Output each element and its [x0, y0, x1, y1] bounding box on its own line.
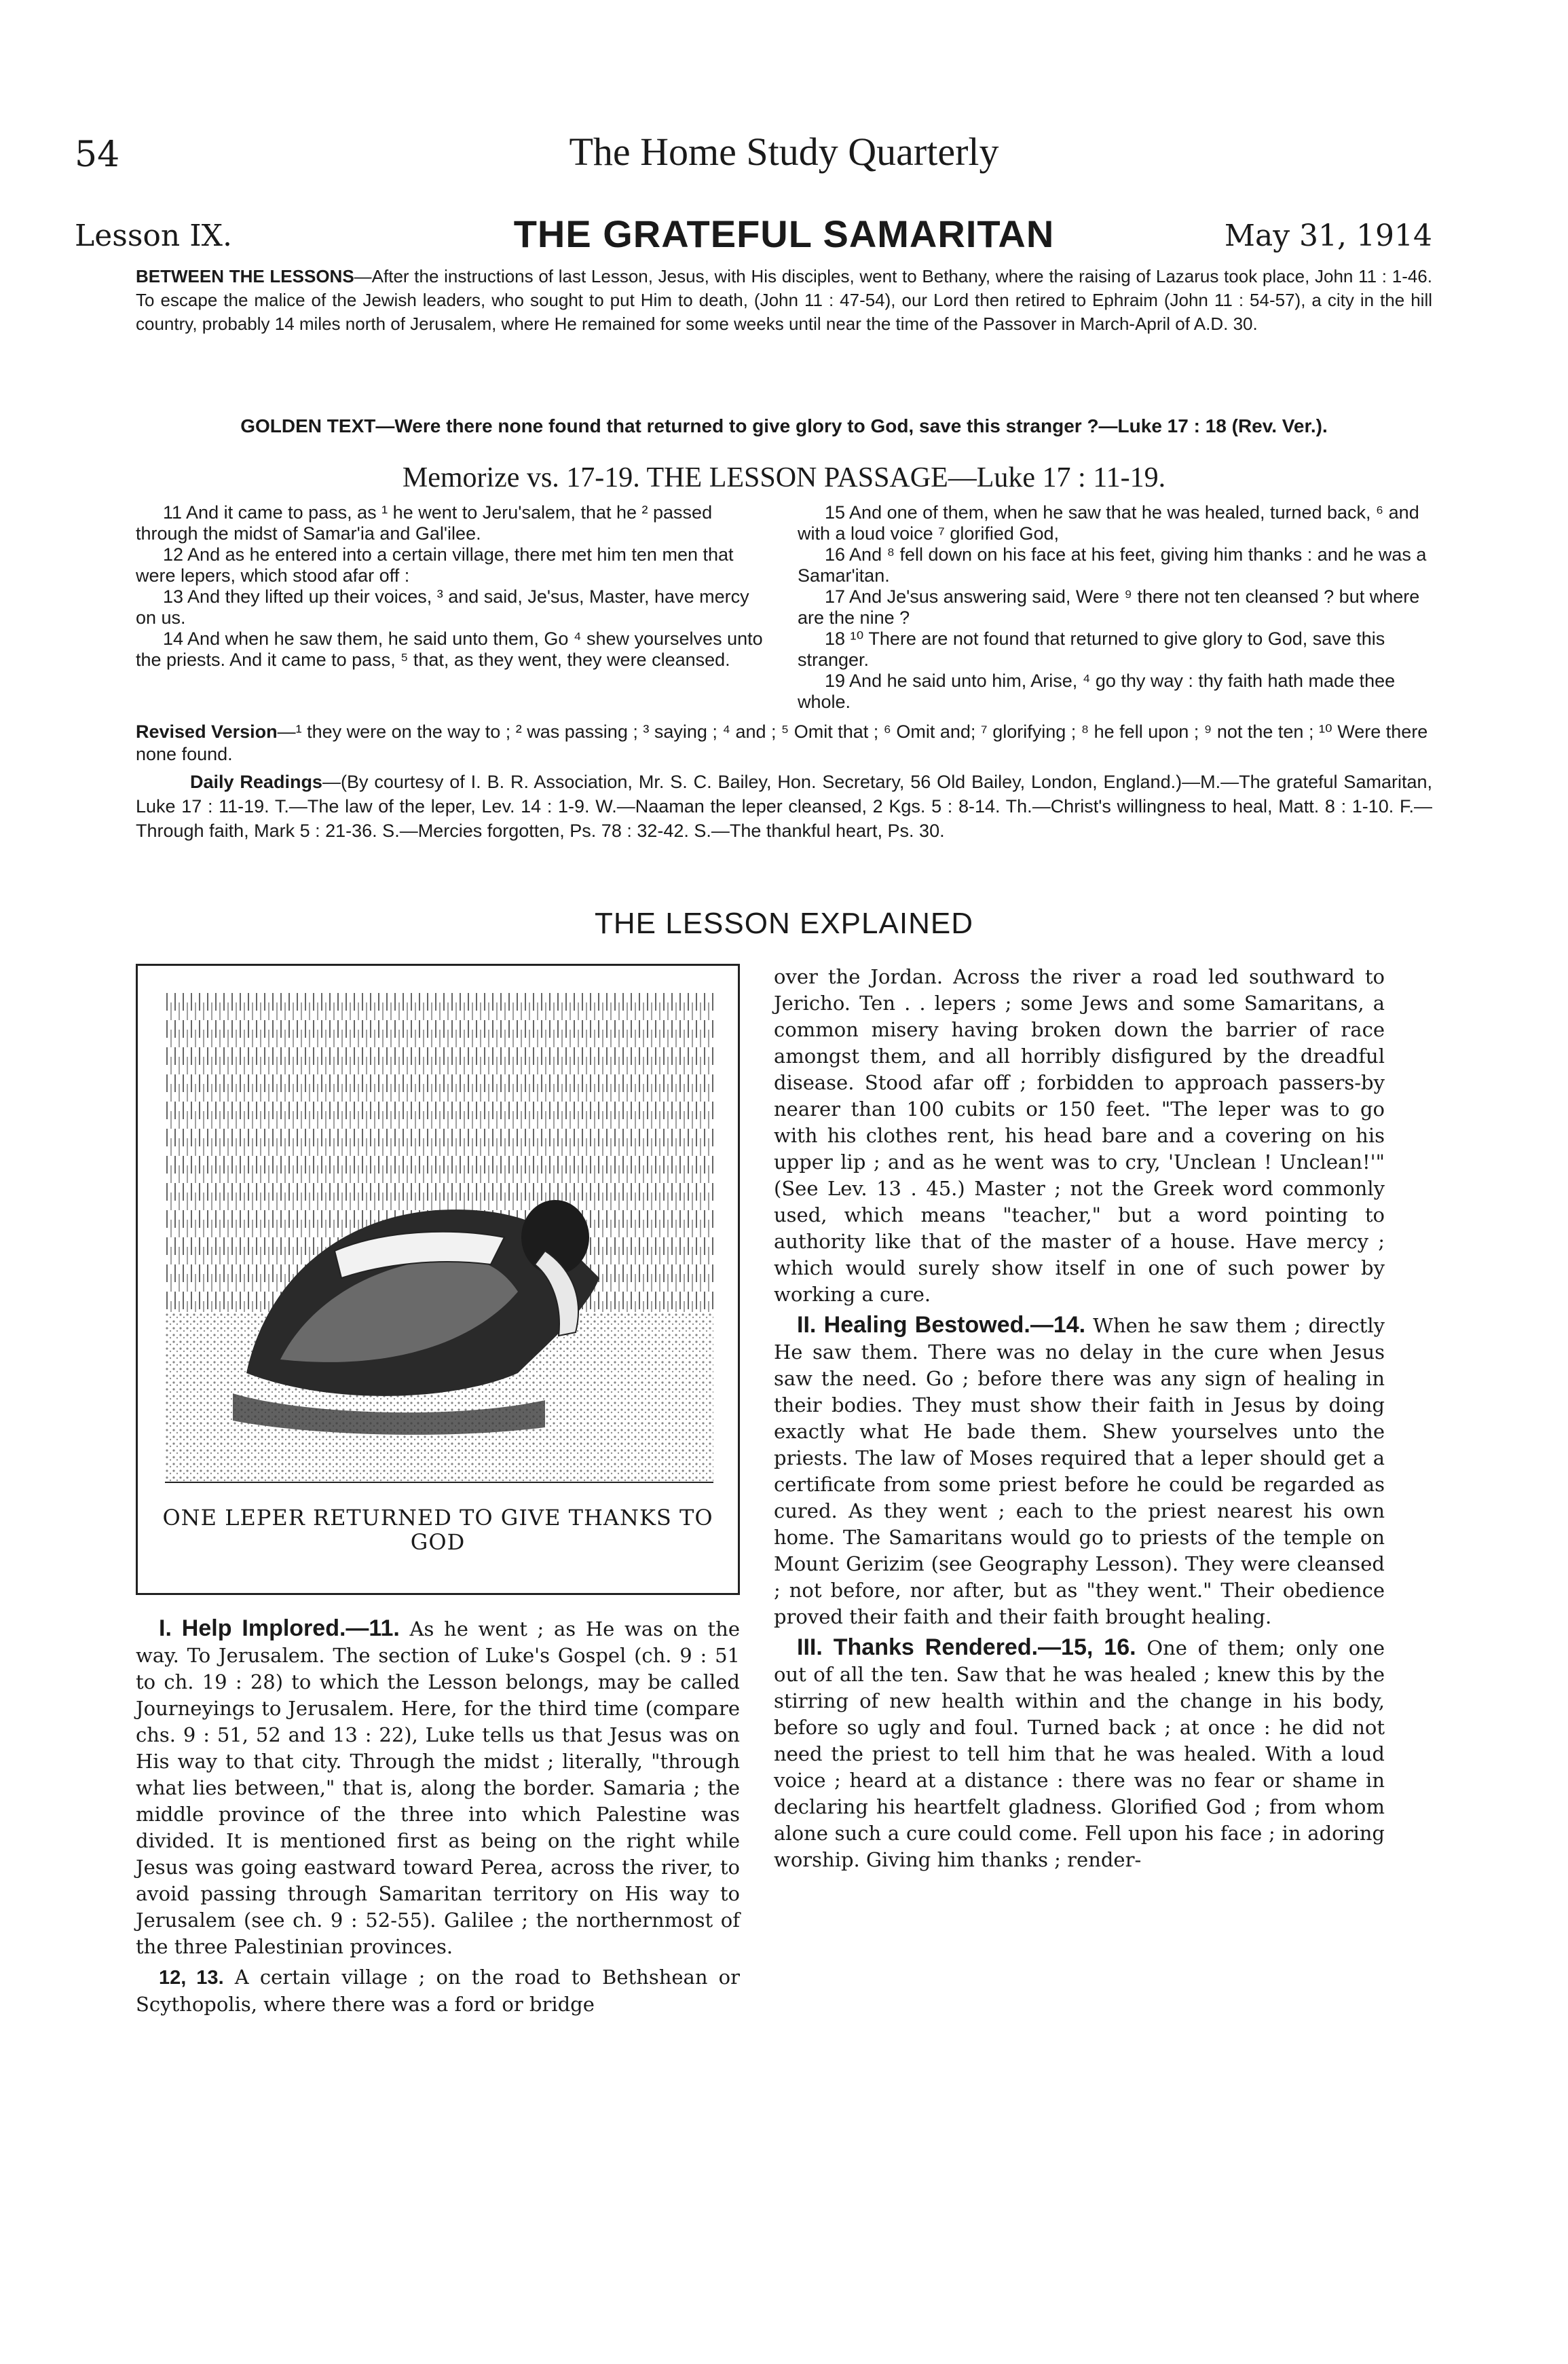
between-text: —After the instructions of last Lesson, Jesus, with His disciples, went to Bethany, where the raising of Lazarus took place, John 11 : 1-46. To escape the malice of the Jewish leaders, who sought to put Him to death, (John 11 : 47-54), our Lord then retired to Ephraim (John 11 : 54-57), a city in the hill country, probably 14 miles north of Jerusalem, where He remained for some weeks until near the time of the Passover in March-April of A.D. 30.	[136, 266, 1432, 334]
commentary-paragraph	[136, 1964, 740, 2018]
paragraph-text: A certain village ; on the road to Bethshean or Scythopolis, where there was a ford or bridge	[136, 1966, 741, 2016]
verses-left-column	[136, 502, 770, 713]
lesson-date: May 31, 1914	[1224, 219, 1432, 253]
paragraph-text: When he saw them ; directly He saw them. There was no delay in the cure when Jesus saw the need. Go ; before there was any sign of healing in their bodies. They must show their faith in Jesus by doing exactly what He bade them. Shew yourselves unto the priests. The law of Moses required that a leper should get a certificate from some priest before he could be regarded as cured. As they went ; each to the priest nearest his own home. The Samaritans would go to priests of the temple on Mount Gerizim (see Geography Lesson). They were cleansed ; not before, nor after, but as "they went." Their obedience proved their faith and their faith brought healing.	[774, 1314, 1385, 1628]
daily-text: —(By courtesy of I. B. R. Association, Mr. S. C. Bailey, Hon. Secretary, 56 Old Bailey, London, England.)—M.—The grateful Samaritan, Luke 17 : 11-19. T.—The law of the leper, Lev. 14 : 1-9. W.—Naaman the leper cleansed, 2 Kgs. 5 : 8-14. Th.—Christ's willingness to heal, Matt. 8 : 1-10. F.—Through faith, Mark 5 : 21-36. S.—Mercies forgotten, Ps. 78 : 32-42. S.—The thankful heart, Ps. 30.	[136, 772, 1432, 841]
lesson-number: Lesson IX.	[75, 219, 232, 253]
paragraph-text: One of them; only one out of all the ten. Saw that he was healed ; knew this by the stirring of new health within and the change in his body, before so ugly and foul. Turned back ; at once : he did not need the priest to tell him that he was healed. With a loud voice ; heard at a distance : there was no fear or shame in declaring his heartfelt gladness. Glorified God ; from whom alone such a cure could come. Fell upon his face ; in adoring worship. Giving him thanks ; render-	[774, 1636, 1385, 1871]
section-heading-help-implored: I. Help Implored.—11.	[159, 1615, 400, 1641]
verse-11: 11 And it came to pass, as ¹ he went to Jeru'salem, that he ² passed through the midst of Samar'ia and Gal'ilee.	[136, 502, 713, 544]
section-heading-healing-bestowed: II. Healing Bestowed.—14.	[797, 1312, 1086, 1338]
paragraph-text: As he went ; as He was on the way. To Jerusalem. The section of Luke's Gospel (ch. 9 : 51 to ch. 19 : 28) to which the Lesson belongs, may be called Journeyings to Jerusalem. Here, for the third time (compare chs. 9 : 51, 52 and 13 : 22), Luke tells us that Jesus was on His way to that city. Through the midst ; literally, "through what lies between," that is, along the border. Samaria ; the middle province of the three into which Palestine was divided. It is mentioned first as being on the right while Jesus was going eastward toward Perea, across the river, to avoid passing through Samaritan territory on His way to Jerusalem (see ch. 9 : 52-55). Galilee ; the northernmost of the three Palestinian provinces.	[136, 1617, 740, 1958]
section-heading-thanks-rendered: III. Thanks Rendered.—15, 16.	[797, 1634, 1136, 1660]
passage-verses	[136, 502, 1432, 713]
verse-14: 14 And when he saw them, he said unto them, Go ⁴ shew yourselves unto the priests. And it came to pass, ⁵ that, as they went, they were cleansed.	[136, 628, 763, 670]
paragraph-text: over the Jordan. Across the river a road led southward to Jericho. Ten . . lepers ; some Jews and some Samaritans, a common misery having broken down the barrier of race amongst them, and all horribly disfigured by the dreadful disease. Stood afar off ; forbidden to approach passers-by nearer than 100 cubits or 150 feet. "The leper was to go with his clothes rent, his head bare and a covering on his upper lip ; and as he went was to cry, 'Unclean ! Unclean!'" (See Lev. 13 . 45.) Master ; not the Greek word commonly used, which means "teacher," but a word pointing to authority like that of the master of a house. Have mercy ; which would surely show itself in one of such power by working a cure.	[774, 965, 1385, 1306]
commentary-right-column	[774, 964, 1385, 1877]
between-lessons	[136, 265, 1432, 336]
verse-reference-12-13: 12, 13.	[159, 1967, 224, 1989]
verse-12: 12 And as he entered into a certain village, there met him ten men that were lepers, which stood afar off :	[136, 544, 734, 586]
lesson-title: THE GRATEFUL SAMARITAN	[513, 212, 1055, 255]
memorize-note: Memorize vs. 17-19.	[402, 462, 640, 493]
verse-17: 17 And Je'sus answering said, Were ⁹ there not ten cleansed ? but where are the nine ?	[798, 586, 1420, 628]
verse-19: 19 And he said unto him, Arise, ⁴ go thy way : thy faith hath made thee whole.	[798, 671, 1396, 712]
commentary-paragraph	[136, 1615, 740, 1960]
journal-title: The Home Study Quarterly	[569, 130, 999, 174]
passage-heading	[136, 462, 1432, 494]
revised-version	[136, 721, 1432, 766]
verse-18: 18 ¹⁰ There are not found that returned to give glory to God, save this stranger.	[798, 628, 1385, 670]
verse-13: 13 And they lifted up their voices, ³ and said, Je'sus, Master, have mercy on us.	[136, 586, 749, 628]
commentary-paragraph	[774, 1634, 1385, 1873]
page-number: 54	[75, 134, 120, 175]
verses-right-column	[798, 502, 1432, 713]
revised-label: Revised Version	[136, 721, 278, 742]
passage-title: THE LESSON PASSAGE—Luke 17 : 11-19.	[646, 462, 1166, 493]
golden-text: GOLDEN TEXT—Were there none found that returned to give glory to God, save this stranger ?—Luke 17 : 18 (Rev. Ver.).	[240, 415, 1328, 436]
kneeling-leper-illustration	[165, 993, 713, 1483]
revised-text: —¹ they were on the way to ; ² was passing ; ³ saying ; ⁴ and ; ⁵ Omit that ; ⁶ Omit and; ⁷ glorifying ; ⁸ he fell upon ; ⁹ not the ten ; ¹⁰ Were there none found.	[136, 721, 1428, 764]
commentary-paragraph	[774, 964, 1385, 1308]
illustration-frame	[136, 964, 740, 1595]
daily-readings	[136, 770, 1432, 843]
daily-label: Daily Readings	[190, 772, 322, 792]
commentary-left-column	[136, 1615, 740, 2022]
lesson-explained-title: THE LESSON EXPLAINED	[595, 907, 973, 940]
verse-16: 16 And ⁸ fell down on his face at his feet, giving him thanks : and he was a Samar'itan.	[798, 544, 1427, 586]
illustration-caption: ONE LEPER RETURNED TO GIVE THANKS TO GOD	[162, 1505, 713, 1555]
between-label: BETWEEN THE LESSONS	[136, 266, 354, 286]
verse-15: 15 And one of them, when he saw that he was healed, turned back, ⁶ and with a loud voice ⁷ glorified God,	[798, 502, 1419, 544]
commentary-paragraph	[774, 1312, 1385, 1630]
